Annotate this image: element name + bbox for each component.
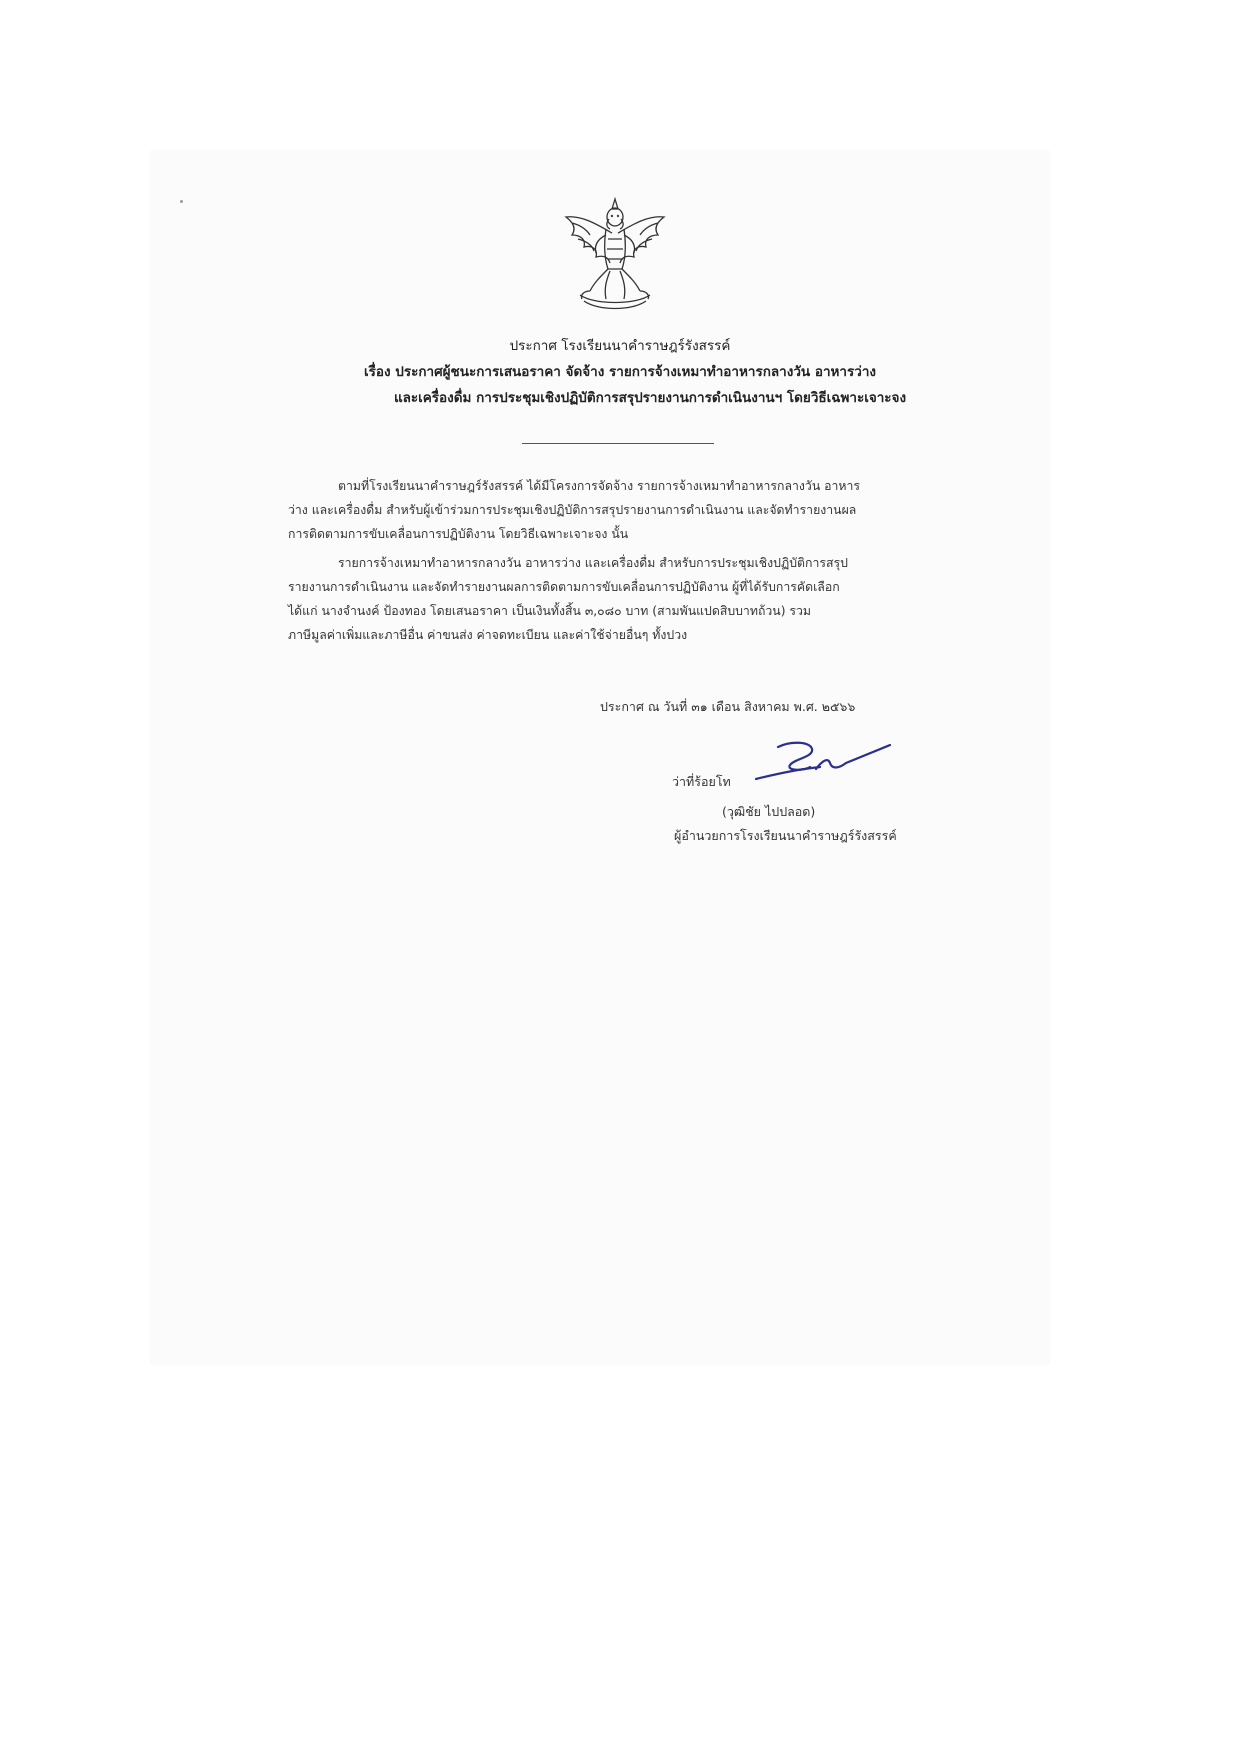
garuda-emblem-icon [560, 195, 670, 313]
scanned-page-area [150, 150, 1050, 1365]
signer-position: ผู้อำนวยการโรงเรียนนาคำราษฎร์รังสรรค์ [674, 828, 897, 843]
announcement-subject-line-2: และเครื่องดื่ม การประชุมเชิงปฏิบัติการสรุปรายงานการดำเนินงานฯ โดยวิธีเฉพาะเจาะจง [393, 390, 907, 406]
body-paragraph-2-line-1: รายการจ้างเหมาทำอาหารกลางวัน อาหารว่าง และเครื่องดื่ม สำหรับการประชุมเชิงปฏิบัติการสรุป [338, 556, 848, 570]
body-paragraph-2-line-2: รายงานการดำเนินงาน และจัดทำรายงานผลการติดตามการขับเคลื่อนการปฏิบัติงาน ผู้ที่ได้รับการคัดเลือก [288, 580, 840, 594]
body-paragraph-2-line-3: ได้แก่ นางจำนงค์ ป้องทอง โดยเสนอราคา เป็นเงินทั้งสิ้น ๓,๐๘๐ บาท (สามพันแปดสิบบาทถ้วน) รวม [288, 604, 812, 618]
header-divider [522, 443, 714, 444]
body-paragraph-1-line-2: ว่าง และเครื่องดื่ม สำหรับผู้เข้าร่วมการประชุมเชิงปฏิบัติการสรุปรายงานการดำเนินงาน และจัดทำรายงานผล [288, 503, 857, 517]
body-paragraph-1-line-3: การติดตามการขับเคลื่อนการปฏิบัติงาน โดยวิธีเฉพาะเจาะจง นั้น [288, 527, 629, 541]
signer-rank: ว่าที่ร้อยโท [672, 774, 731, 789]
announcement-subject-line-1: เรื่อง ประกาศผู้ชนะการเสนอราคา จัดจ้าง รายการจ้างเหมาทำอาหารกลางวัน อาหารว่าง [363, 364, 877, 380]
scan-speck [180, 200, 183, 203]
announcement-date: ประกาศ ณ วันที่ ๓๑ เดือน สิงหาคม พ.ศ. ๒๕๖๖ [600, 699, 856, 714]
handwritten-signature [750, 733, 900, 791]
body-paragraph-1-line-1: ตามที่โรงเรียนนาคำราษฎร์รังสรรค์ ได้มีโครงการจัดจ้าง รายการจ้างเหมาทำอาหารกลางวัน อาหาร [338, 479, 861, 493]
body-paragraph-2-line-4: ภาษีมูลค่าเพิ่มและภาษีอื่น ค่าขนส่ง ค่าจดทะเบียน และค่าใช้จ่ายอื่นๆ ทั้งปวง [288, 628, 688, 642]
announcement-heading: ประกาศ โรงเรียนนาคำราษฎร์รังสรรค์ [509, 338, 731, 354]
signer-name: (วุฒิชัย ไปปลอด) [722, 804, 816, 819]
